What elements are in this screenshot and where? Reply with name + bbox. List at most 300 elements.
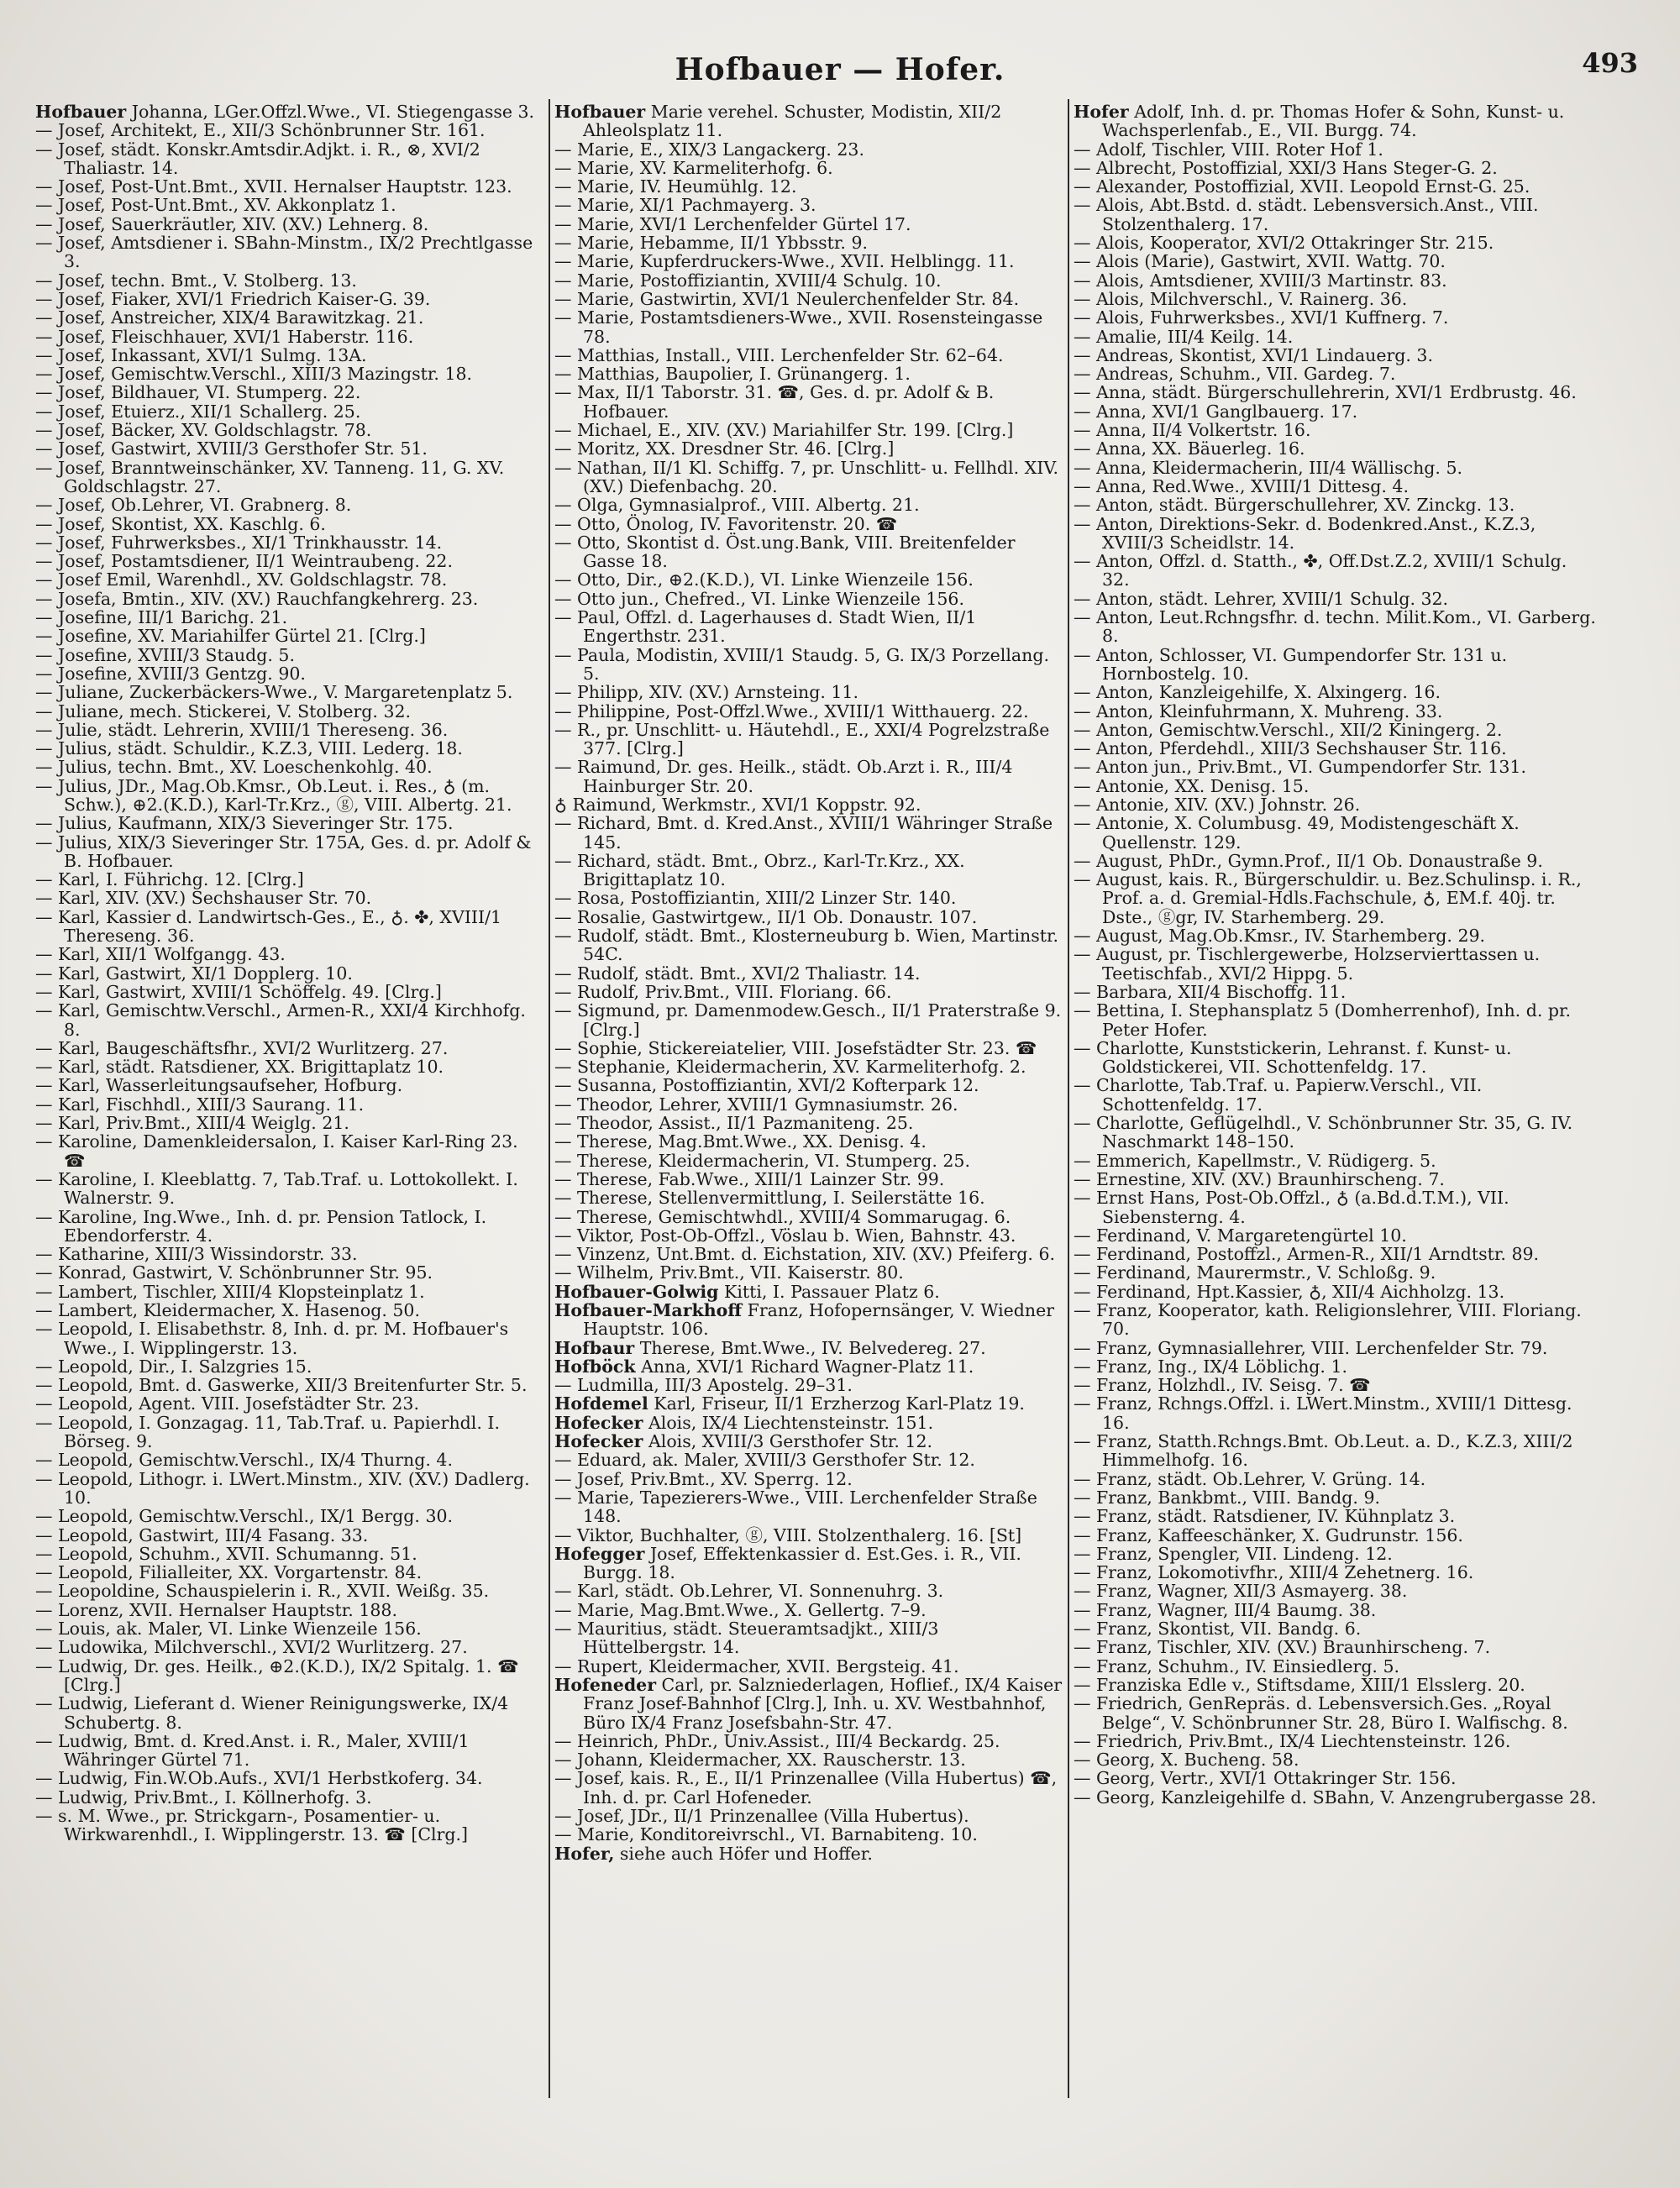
entry-text: — Marie, E., XIX/3 Langackerg. 23. (554, 139, 864, 160)
directory-entry (554, 1769, 1065, 1807)
directory-entry (554, 177, 1065, 196)
entry-text: — Alois, Fuhrwerksbes., XVI/1 Kuffnerg. 7. (1074, 307, 1449, 328)
directory-entry (1074, 1245, 1599, 1263)
directory-entry (1074, 1039, 1599, 1077)
entry-text: — Karl, XIV. (XV.) Sechshauser Str. 70. (35, 888, 372, 909)
directory-entry (554, 496, 1065, 514)
directory-entry (554, 1301, 1065, 1339)
directory-entry (1074, 328, 1599, 346)
directory-entry (35, 121, 543, 139)
entry-text: — Josef, Ob.Lehrer, VI. Grabnerg. 8. (35, 495, 352, 516)
entry-text: — Therese, Stellenvermittlung, I. Seilerstätte 16. (554, 1188, 985, 1209)
entry-text: — Franz, Holzhdl., IV. Seisg. 7. ☎ (1074, 1375, 1371, 1396)
directory-entry (554, 140, 1065, 159)
entry-text: Therese, Bmt.Wwe., IV. Belvedereg. 27. (634, 1337, 986, 1358)
entry-text: — Karl, Baugeschäftsfhr., XVI/2 Wurlitzerg. 27. (35, 1037, 449, 1058)
entry-text: — R., pr. Unschlitt- u. Häutehdl., E., XXI/4 Pogrelzstraße 377. [Clrg.] (554, 719, 1050, 759)
directory-entry (1074, 477, 1599, 496)
entry-text: Franz, Hofopernsänger, V. Wiedner Hauptstr. 106. (583, 1300, 1055, 1340)
entry-text: — Josef, Skontist, XX. Kaschlg. 6. (35, 513, 326, 534)
directory-entry (35, 983, 543, 1001)
entry-text: — Franz, Bankbmt., VIII. Bandg. 9. (1074, 1487, 1381, 1508)
entry-surname: Hofbauer (35, 102, 127, 122)
directory-entry (1074, 140, 1599, 159)
entry-text: ♁ Raimund, Werkmstr., XVI/1 Koppstr. 92. (554, 794, 921, 815)
directory-entry (554, 683, 1065, 701)
entry-text: — Josef, techn. Bmt., V. Stolberg. 13. (35, 270, 357, 291)
entry-text: — Julius, XIX/3 Sieveringer Str. 175A, Ges. d. pr. Adolf & B. Hofbauer. (35, 832, 532, 871)
directory-entry (35, 646, 543, 664)
directory-entry (35, 664, 543, 683)
directory-entry (554, 608, 1065, 646)
entry-surname: Hofecker (554, 1412, 643, 1433)
directory-entry (35, 1357, 543, 1376)
directory-entry (554, 252, 1065, 270)
directory-entry (1074, 1376, 1599, 1394)
entry-text: — Franz, Skontist, VII. Bandg. 6. (1074, 1619, 1362, 1640)
entry-text: — Nathan, II/1 Kl. Schiffg. 7, pr. Unschlitt- u. Fellhdl. XIV. (XV.) Diefenbachg. 20. (554, 457, 1059, 496)
entry-text: — Leopoldine, Schauspielerin i. R., XVII. Weißg. 35. (35, 1581, 490, 1602)
entry-text: — Josef, Etuierz., XII/1 Schallerg. 25. (35, 401, 361, 422)
directory-entry (1074, 1152, 1599, 1170)
entry-text: — Anna, XVI/1 Ganglbauerg. 17. (1074, 401, 1358, 422)
column-divider (549, 99, 550, 2098)
directory-entry (35, 702, 543, 721)
entry-text: — Antonie, X. Columbusg. 49, Modistengeschäft X. Quellenstr. 129. (1074, 813, 1520, 853)
entry-text: — Emmerich, Kapellmstr., V. Rüdigerg. 5. (1074, 1150, 1436, 1171)
directory-entry (554, 795, 1065, 814)
entry-text: — Josefine, III/1 Barichg. 21. (35, 607, 288, 628)
entry-text: — Anna, städt. Bürgerschullehrerin, XVI/1 Erdbrustg. 46. (1074, 382, 1577, 403)
entry-text: — Marie, Postamtsdieners-Wwe., XVII. Rosensteingasse 78. (554, 307, 1043, 347)
entry-text: — Leopold, Bmt. d. Gaswerke, XII/3 Breitenfurter Str. 5. (35, 1375, 528, 1396)
entry-text: — Otto, Skontist d. Öst.ung.Bank, VIII. Breitenfelder Gasse 18. (554, 532, 1016, 572)
directory-entry (554, 1170, 1065, 1188)
entry-text: — Marie, Postoffiziantin, XVIII/4 Schulg. 10. (554, 270, 942, 291)
entry-text: — Karl, Fischhdl., XIII/3 Saurang. 11. (35, 1094, 365, 1115)
column-1 (35, 102, 543, 2143)
directory-entry (554, 459, 1065, 496)
directory-entry (554, 889, 1065, 907)
entry-text: — Lorenz, XVII. Hernalser Hauptstr. 188. (35, 1599, 397, 1620)
directory-entry (1074, 758, 1599, 776)
entry-text: — Franziska Edle v., Stiftsdame, XIII/1 Elsslerg. 20. (1074, 1674, 1525, 1695)
entry-text: — Juliane, mech. Stickerei, V. Stolberg. 32. (35, 700, 412, 721)
entry-text: — Ludmilla, III/3 Apostelg. 29–31. (554, 1375, 853, 1396)
directory-entry (1074, 1769, 1599, 1787)
directory-entry (35, 1170, 543, 1208)
entry-text: — Friedrich, GenRepräs. d. Lebensversich.Ges. „Royal Belge“, V. Schönbrunner Str. 28, Büro I. Walfischg. 8. (1074, 1693, 1568, 1733)
directory-entry (554, 1357, 1065, 1376)
directory-entry (554, 908, 1065, 926)
entry-text: — Georg, Kanzleigehilfe d. SBahn, V. Anzengrubergasse 28. (1074, 1787, 1597, 1808)
entry-text: — Anton, Gemischtw.Verschl., XII/2 Kiningerg. 2. (1074, 719, 1503, 740)
entry-text: — Anna, II/4 Volkertstr. 16. (1074, 420, 1311, 441)
entry-text: — Lambert, Tischler, XIII/4 Klopsteinplatz 1. (35, 1281, 425, 1302)
entry-text: — Theodor, Assist., II/1 Pazmaniteng. 25. (554, 1113, 914, 1134)
entry-text: — Georg, X. Bucheng. 58. (1074, 1750, 1299, 1771)
entry-text: — Anton, Schlosser, VI. Gumpendorfer Str. 131 u. Hornbostelg. 10. (1074, 644, 1508, 684)
entry-text: — Heinrich, PhDr., Univ.Assist., III/4 Beckardg. 25. (554, 1730, 1000, 1751)
directory-entry (35, 1694, 543, 1732)
entry-text: — Stephanie, Kleidermacherin, XV. Karmeliterhofg. 2. (554, 1057, 1026, 1078)
directory-entry (1074, 1563, 1599, 1582)
entry-text: — Anna, Red.Wwe., XVIII/1 Dittesg. 4. (1074, 475, 1409, 496)
entry-text: — Max, II/1 Taborstr. 31. ☎, Ges. d. pr. Adolf & B. Hofbauer. (554, 382, 995, 422)
entry-surname: Hofeneder (554, 1674, 657, 1695)
entry-text: — Marie, IV. Heumühlg. 12. (554, 176, 797, 197)
entry-text: — Theodor, Lehrer, XVIII/1 Gymnasiumstr. 26. (554, 1094, 958, 1115)
directory-entry (554, 159, 1065, 177)
directory-entry (35, 1601, 543, 1619)
directory-entry (35, 945, 543, 963)
directory-entry (35, 459, 543, 496)
directory-entry (1074, 459, 1599, 477)
directory-entry (35, 1619, 543, 1638)
entry-text: — Anna, XX. Bäuerleg. 16. (1074, 438, 1305, 459)
directory-entry (35, 590, 543, 608)
directory-entry (1074, 346, 1599, 365)
directory-entry (1074, 1170, 1599, 1188)
directory-entry (554, 1339, 1065, 1357)
entry-text: — Josef, Bäcker, XV. Goldschlagstr. 78. (35, 420, 372, 441)
directory-entry (35, 570, 543, 589)
entry-text: — Sigmund, pr. Damenmodew.Gesch., II/1 Praterstraße 9. [Clrg.] (554, 1000, 1062, 1040)
entry-text: — Marie, XI/1 Pachmayerg. 3. (554, 195, 816, 216)
directory-entry (35, 1301, 543, 1320)
directory-entry (35, 1638, 543, 1656)
entry-text: — Friedrich, Priv.Bmt., IX/4 Liechtensteinstr. 126. (1074, 1730, 1511, 1751)
directory-entry (1074, 1114, 1599, 1152)
entry-text: — Karl, XII/1 Wolfgangg. 43. (35, 944, 286, 965)
entry-text: — Rosa, Postoffiziantin, XIII/2 Linzer Str. 140. (554, 888, 957, 909)
directory-entry (554, 1076, 1065, 1094)
directory-entry (554, 1750, 1065, 1769)
directory-entry (554, 421, 1065, 439)
entry-text: — Franz, Statth.Rchngs.Bmt. Ob.Leut. a. D., K.Z.3, XIII/2 Himmelhofg. 16. (1074, 1431, 1573, 1471)
directory-entry (1074, 365, 1599, 383)
directory-entry (554, 1470, 1065, 1488)
entry-text: — Julius, techn. Bmt., XV. Loeschenkohlg. 40. (35, 757, 433, 778)
directory-entry (554, 1657, 1065, 1676)
directory-entry (1074, 1001, 1599, 1039)
entry-text: — Leopold, Agent. VIII. Josefstädter Str. 23. (35, 1393, 419, 1414)
entry-text: — Marie, XVI/1 Lerchenfelder Gürtel 17. (554, 213, 911, 234)
directory-entry (1074, 233, 1599, 252)
directory-entry (35, 1563, 543, 1582)
entry-text: Adolf, Inh. d. pr. Thomas Hofer & Sohn, Kunst- u. Wachsperlenfab., E., VII. Burgg. 74. (1102, 102, 1565, 141)
entry-text: — Josefa, Bmtin., XIV. (XV.) Rauchfangkehrerg. 23. (35, 588, 479, 609)
entry-text: — Otto, Önolog, IV. Favoritenstr. 20. ☎ (554, 513, 898, 534)
directory-entry (554, 1394, 1065, 1413)
entry-text: — Josefine, XV. Mariahilfer Gürtel 21. [Clrg.] (35, 626, 426, 647)
entry-text: — Karl, Priv.Bmt., XIII/4 Weiglg. 21. (35, 1113, 349, 1134)
entry-text: — Ferdinand, Hpt.Kassier, ♁, XII/4 Aichholzg. 13. (1074, 1281, 1505, 1302)
directory-entry (554, 1132, 1065, 1151)
entry-text: — Charlotte, Kunststickerin, Lehranst. f. Kunst- u. Goldstickerei, VII. Schottenfeldg. 17. (1074, 1037, 1512, 1078)
directory-entry (35, 1132, 543, 1170)
directory-entry (1074, 945, 1599, 983)
entry-text: — Rudolf, städt. Bmt., XVI/2 Thaliastr. 14. (554, 963, 921, 984)
entry-text: — Julius, Kaufmann, XIX/3 Sieveringer Str. 175. (35, 813, 454, 834)
entry-text: — Albrecht, Postoffizial, XXI/3 Hans Steger-G. 2. (1074, 157, 1498, 178)
directory-entry (554, 1488, 1065, 1526)
entry-surname: Hofbauer (554, 102, 646, 122)
directory-entry (1074, 852, 1599, 870)
entry-text: — Franz, städt. Ob.Lehrer, V. Grüng. 14. (1074, 1468, 1426, 1489)
entry-text: — Anton, Direktions-Sekr. d. Bodenkred.Anst., K.Z.3, XVIII/3 Scheidlstr. 14. (1074, 513, 1536, 553)
directory-entry (1074, 196, 1599, 233)
entry-text: — Raimund, Dr. ges. Heilk., städt. Ob.Arzt i. R., III/4 Hainburger Str. 20. (554, 757, 1013, 796)
entry-text: — Anton, städt. Lehrer, XVIII/1 Schulg. 32. (1074, 588, 1449, 609)
entry-text: — Leopold, Gastwirt, III/4 Fasang. 33. (35, 1524, 369, 1545)
directory-entry (554, 1807, 1065, 1825)
directory-entry (35, 1039, 543, 1057)
entry-text: — Marie, Kupferdruckers-Wwe., XVII. Helblingg. 11. (554, 251, 1015, 272)
directory-entry (35, 102, 543, 121)
directory-entry (35, 1769, 543, 1787)
entry-text: siehe auch Höfer und Hoffer. (614, 1843, 873, 1864)
entry-text: — Karl, städt. Ob.Lehrer, VI. Sonnenuhrg. 3. (554, 1581, 944, 1602)
entry-text: — Josef, Fleischhauer, XVI/1 Haberstr. 116. (35, 326, 414, 347)
entry-text: — Ferdinand, Postoffzl., Armen-R., XII/1 Arndtstr. 89. (1074, 1244, 1540, 1265)
entry-text: — Alois, Kooperator, XVI/2 Ottakringer Str. 215. (1074, 233, 1494, 254)
entry-text: — Leopold, Dir., I. Salzgries 15. (35, 1356, 312, 1377)
directory-entry (35, 1788, 543, 1807)
entry-text: — Marie, Hebamme, II/1 Ybbsstr. 9. (554, 233, 869, 254)
directory-entry (554, 926, 1065, 964)
entry-surname: Hofdemel (554, 1393, 648, 1414)
directory-entry (554, 1376, 1065, 1394)
directory-entry (35, 1245, 543, 1263)
entry-text: — Ludwig, Fin.W.Ob.Aufs., XVI/1 Herbstkoferg. 34. (35, 1768, 483, 1789)
directory-entry (35, 533, 543, 552)
directory-entry (35, 870, 543, 889)
directory-entry (1074, 683, 1599, 701)
directory-entry (1074, 1507, 1599, 1525)
directory-entry (554, 215, 1065, 233)
directory-entry (1074, 177, 1599, 196)
entry-text: — Josef, Gastwirt, XVIII/3 Gersthofer Str. 51. (35, 438, 428, 459)
entry-surname: Hofbauer-Markhoff (554, 1300, 743, 1320)
entry-surname: Hofecker (554, 1431, 643, 1452)
directory-entry (554, 1226, 1065, 1245)
entry-text: — Rudolf, städt. Bmt., Klosterneuburg b. Wien, Martinstr. 54C. (554, 926, 1059, 965)
directory-entry (554, 1582, 1065, 1600)
entry-text: — Marie, Konditoreivrschl., VI. Barnabiteng. 10. (554, 1824, 978, 1845)
entry-text: — Charlotte, Tab.Traf. u. Papierw.Verschl., VII. Schottenfeldg. 17. (1074, 1075, 1483, 1115)
directory-entry (1074, 739, 1599, 758)
entry-text: — Ludowika, Milchverschl., XVI/2 Wurlitzerg. 27. (35, 1637, 468, 1658)
directory-entry (35, 402, 543, 421)
entry-text: — Susanna, Postoffiziantin, XVI/2 Kofterpark 12. (554, 1075, 979, 1096)
entry-text: — Matthias, Install., VIII. Lerchenfelder Str. 62–64. (554, 344, 1004, 365)
directory-entry (1074, 1657, 1599, 1676)
directory-entry (35, 1057, 543, 1076)
entry-text: — Josef, kais. R., E., II/1 Prinzenallee (Villa Hubertus) ☎, Inh. d. pr. Carl Hofeneder. (554, 1768, 1058, 1808)
directory-entry (554, 1263, 1065, 1282)
directory-entry (554, 1283, 1065, 1301)
directory-entry (35, 365, 543, 383)
directory-entry (554, 1152, 1065, 1170)
directory-entry (554, 1414, 1065, 1432)
directory-entry (35, 1263, 543, 1282)
directory-entry (554, 1001, 1065, 1039)
directory-entry (1074, 439, 1599, 458)
directory-entry (554, 1545, 1065, 1582)
directory-entry (1074, 1470, 1599, 1488)
directory-entry (35, 833, 543, 871)
entry-text: — Alois, Abt.Bstd. d. städt. Lebensversich.Anst., VIII. Stolzenthalerg. 17. (1074, 195, 1539, 234)
entry-text: — Ludwig, Lieferant d. Wiener Reinigungswerke, IX/4 Schubertg. 8. (35, 1693, 509, 1733)
directory-entry (35, 140, 543, 178)
directory-entry (35, 215, 543, 233)
directory-entry (554, 533, 1065, 571)
directory-entry (1074, 402, 1599, 421)
entry-text: — Georg, Vertr., XVI/1 Ottakringer Str. 156. (1074, 1768, 1457, 1789)
entry-text: Johanna, LGer.Offzl.Wwe., VI. Stiegengasse 3. (126, 102, 535, 122)
entry-text: — Adolf, Tischler, VIII. Roter Hof 1. (1074, 139, 1383, 160)
directory-entry (35, 1582, 543, 1600)
entry-text: — Karl, I. Führichg. 12. [Clrg.] (35, 869, 304, 890)
entry-text: — Ferdinand, Maurermstr., V. Schloßg. 9. (1074, 1262, 1436, 1283)
directory-entry (1074, 1076, 1599, 1114)
directory-entry (35, 1545, 543, 1563)
directory-entry (1074, 102, 1599, 140)
directory-entry (35, 196, 543, 214)
directory-entry (554, 515, 1065, 533)
directory-entry (35, 1283, 543, 1301)
directory-entry (35, 908, 543, 946)
directory-entry (1074, 1676, 1599, 1694)
directory-entry (35, 290, 543, 308)
directory-entry (1074, 795, 1599, 814)
directory-entry (1074, 1582, 1599, 1600)
directory-entry (554, 721, 1065, 758)
directory-entry (554, 1095, 1065, 1114)
directory-entry (35, 233, 543, 271)
entry-text: — Josef, JDr., II/1 Prinzenallee (Villa Hubertus). (554, 1806, 969, 1827)
entry-text: — Michael, E., XIV. (XV.) Mariahilfer Str. 199. [Clrg.] (554, 420, 1014, 441)
directory-entry (35, 552, 543, 570)
entry-text: — Alois (Marie), Gastwirt, XVII. Wattg. 70. (1074, 251, 1446, 272)
directory-entry (35, 1320, 543, 1357)
entry-text: — Leopold, Gemischtw.Verschl., IX/4 Thurng. 4. (35, 1450, 453, 1471)
entry-text: — Franz, Schuhm., IV. Einsiedlerg. 5. (1074, 1655, 1400, 1676)
directory-entry (1074, 1339, 1599, 1357)
entry-text: — Franz, Wagner, XII/3 Asmayerg. 38. (1074, 1581, 1408, 1602)
directory-entry (1074, 926, 1599, 945)
entry-surname: Hofböck (554, 1356, 636, 1377)
entry-text: Kitti, I. Passauer Platz 6. (718, 1281, 940, 1302)
directory-entry (554, 1057, 1065, 1076)
directory-entry (554, 646, 1065, 684)
directory-entry (554, 1825, 1065, 1844)
directory-entry (554, 814, 1065, 852)
entry-text: — Juliane, Zuckerbäckers-Wwe., V. Margaretenplatz 5. (35, 682, 513, 703)
entry-text: — Karl, Gemischtw.Verschl., Armen-R., XXI/4 Kirchhofg. 8. (35, 1000, 526, 1040)
directory-entry (554, 196, 1065, 214)
directory-entry (35, 777, 543, 815)
directory-entry (554, 702, 1065, 721)
entry-text: — Alexander, Postoffizial, XVII. Leopold Ernst-G. 25. (1074, 176, 1530, 197)
entry-text: — Rupert, Kleidermacher, XVII. Bergsteig. 41. (554, 1655, 959, 1676)
directory-entry (1074, 1357, 1599, 1376)
directory-entry (554, 271, 1065, 290)
entry-text: — Therese, Fab.Wwe., XIII/1 Lainzer Str. 99. (554, 1168, 945, 1189)
directory-entry (1074, 983, 1599, 1001)
directory-entry (554, 964, 1065, 983)
entry-text: Karl, Friseur, II/1 Erzherzog Karl-Platz 19. (648, 1393, 1025, 1414)
entry-text: — Charlotte, Geflügelhdl., V. Schönbrunner Str. 35, G. IV. Naschmarkt 148–150. (1074, 1113, 1573, 1152)
directory-entry (554, 852, 1065, 889)
directory-entry (35, 1376, 543, 1394)
directory-entry (1074, 777, 1599, 795)
directory-entry (1074, 271, 1599, 290)
entry-text: — Franz, Wagner, III/4 Baumg. 38. (1074, 1599, 1377, 1620)
entry-text: — Josefine, XVIII/3 Gentzg. 90. (35, 663, 306, 684)
entry-text: — Antonie, XIV. (XV.) Johnstr. 26. (1074, 794, 1361, 815)
directory-entry (554, 570, 1065, 589)
directory-entry (554, 1619, 1065, 1657)
entry-text: — Franz, Lokomotivfhr., XIII/4 Zehetnerg. 16. (1074, 1562, 1474, 1583)
entry-text: — Leopold, Lithogr. i. LWert.Minstm., XIV. (XV.) Dadlerg. 10. (35, 1468, 530, 1508)
directory-entry (35, 439, 543, 458)
entry-text: — Josef, städt. Konskr.Amtsdir.Adjkt. i. R., ⊗, XVI/2 Thaliastr. 14. (35, 139, 480, 178)
directory-entry (35, 1001, 543, 1039)
entry-text: — Richard, städt. Bmt., Obrz., Karl-Tr.Krz., XX. Brigittaplatz 10. (554, 850, 965, 890)
entry-text: — Paula, Modistin, XVIII/1 Staudg. 5, G. IX/3 Porzellang. 5. (554, 644, 1049, 684)
directory-entry (35, 346, 543, 365)
entry-text: — Anna, Kleidermacherin, III/4 Wällischg. 5. (1074, 457, 1463, 478)
directory-entry (35, 683, 543, 701)
entry-text: — Josef, Post-Unt.Bmt., XV. Akkonplatz 1. (35, 195, 396, 216)
entry-text: — August, kais. R., Bürgerschuldir. u. Bez.Schulinsp. i. R., Prof. a. d. Gremial-Hdls.Fachschule, ♁, EM.f. 40j. tr. Dste., ⓖgr, IV. Starhemberg. 29. (1074, 869, 1582, 927)
directory-entry (1074, 608, 1599, 646)
entry-text: — Therese, Gemischtwhdl., XVIII/4 Sommarugag. 6. (554, 1206, 1011, 1227)
directory-entry (1074, 1432, 1599, 1470)
entry-text: — Franz, Gymnasiallehrer, VIII. Lerchenfelder Str. 79. (1074, 1337, 1548, 1358)
directory-entry (35, 1394, 543, 1413)
directory-entry (35, 1807, 543, 1844)
entry-text: — Ferdinand, V. Margaretengürtel 10. (1074, 1225, 1407, 1246)
entry-text: — Franz, Rchngs.Offzl. i. LWert.Minstm., XVIII/1 Dittesg. 16. (1074, 1393, 1572, 1433)
entry-text: — Johann, Kleidermacher, XX. Rauscherstr. 13. (554, 1750, 966, 1771)
directory-entry (1074, 1283, 1599, 1301)
entry-text: — Leopold, Filialleiter, XX. Vorgartenstr. 84. (35, 1562, 423, 1583)
entry-text: — Paul, Offzl. d. Lagerhauses d. Stadt Wien, II/1 Engerthstr. 231. (554, 607, 977, 647)
entry-text: — Josef, Architekt, E., XII/3 Schönbrunner Str. 161. (35, 120, 486, 141)
entry-text: — Franz, Ing., IX/4 Löblichg. 1. (1074, 1356, 1348, 1377)
directory-entry (1074, 1545, 1599, 1563)
directory-entry (554, 439, 1065, 458)
directory-entry (35, 1507, 543, 1525)
entry-text: — Marie, Gastwirtin, XVI/1 Neulerchenfelder Str. 84. (554, 288, 1020, 309)
directory-entry (554, 1526, 1065, 1545)
directory-entry (1074, 1226, 1599, 1245)
directory-entry (1074, 552, 1599, 590)
entry-text: — Alois, Milchverschl., V. Rainerg. 36. (1074, 288, 1408, 309)
entry-text: — Anton, Kanzleigehilfe, X. Alxingerg. 16. (1074, 682, 1441, 703)
directory-entry (1074, 1694, 1599, 1732)
entry-text: — Therese, Kleidermacherin, VI. Stumperg. 25. (554, 1150, 970, 1171)
directory-entry (35, 1451, 543, 1469)
entry-text: — Josef, Postamtsdiener, II/1 Weintraubeng. 22. (35, 551, 453, 572)
entry-text: — Moritz, XX. Dresdner Str. 46. [Clrg.] (554, 438, 895, 459)
entry-text: — Sophie, Stickereiatelier, VIII. Josefstädter Str. 23. ☎ (554, 1037, 1037, 1058)
entry-text: — Franz, Spengler, VII. Lindeng. 12. (1074, 1543, 1393, 1564)
entry-text: — Philipp, XIV. (XV.) Arnsteing. 11. (554, 682, 858, 703)
